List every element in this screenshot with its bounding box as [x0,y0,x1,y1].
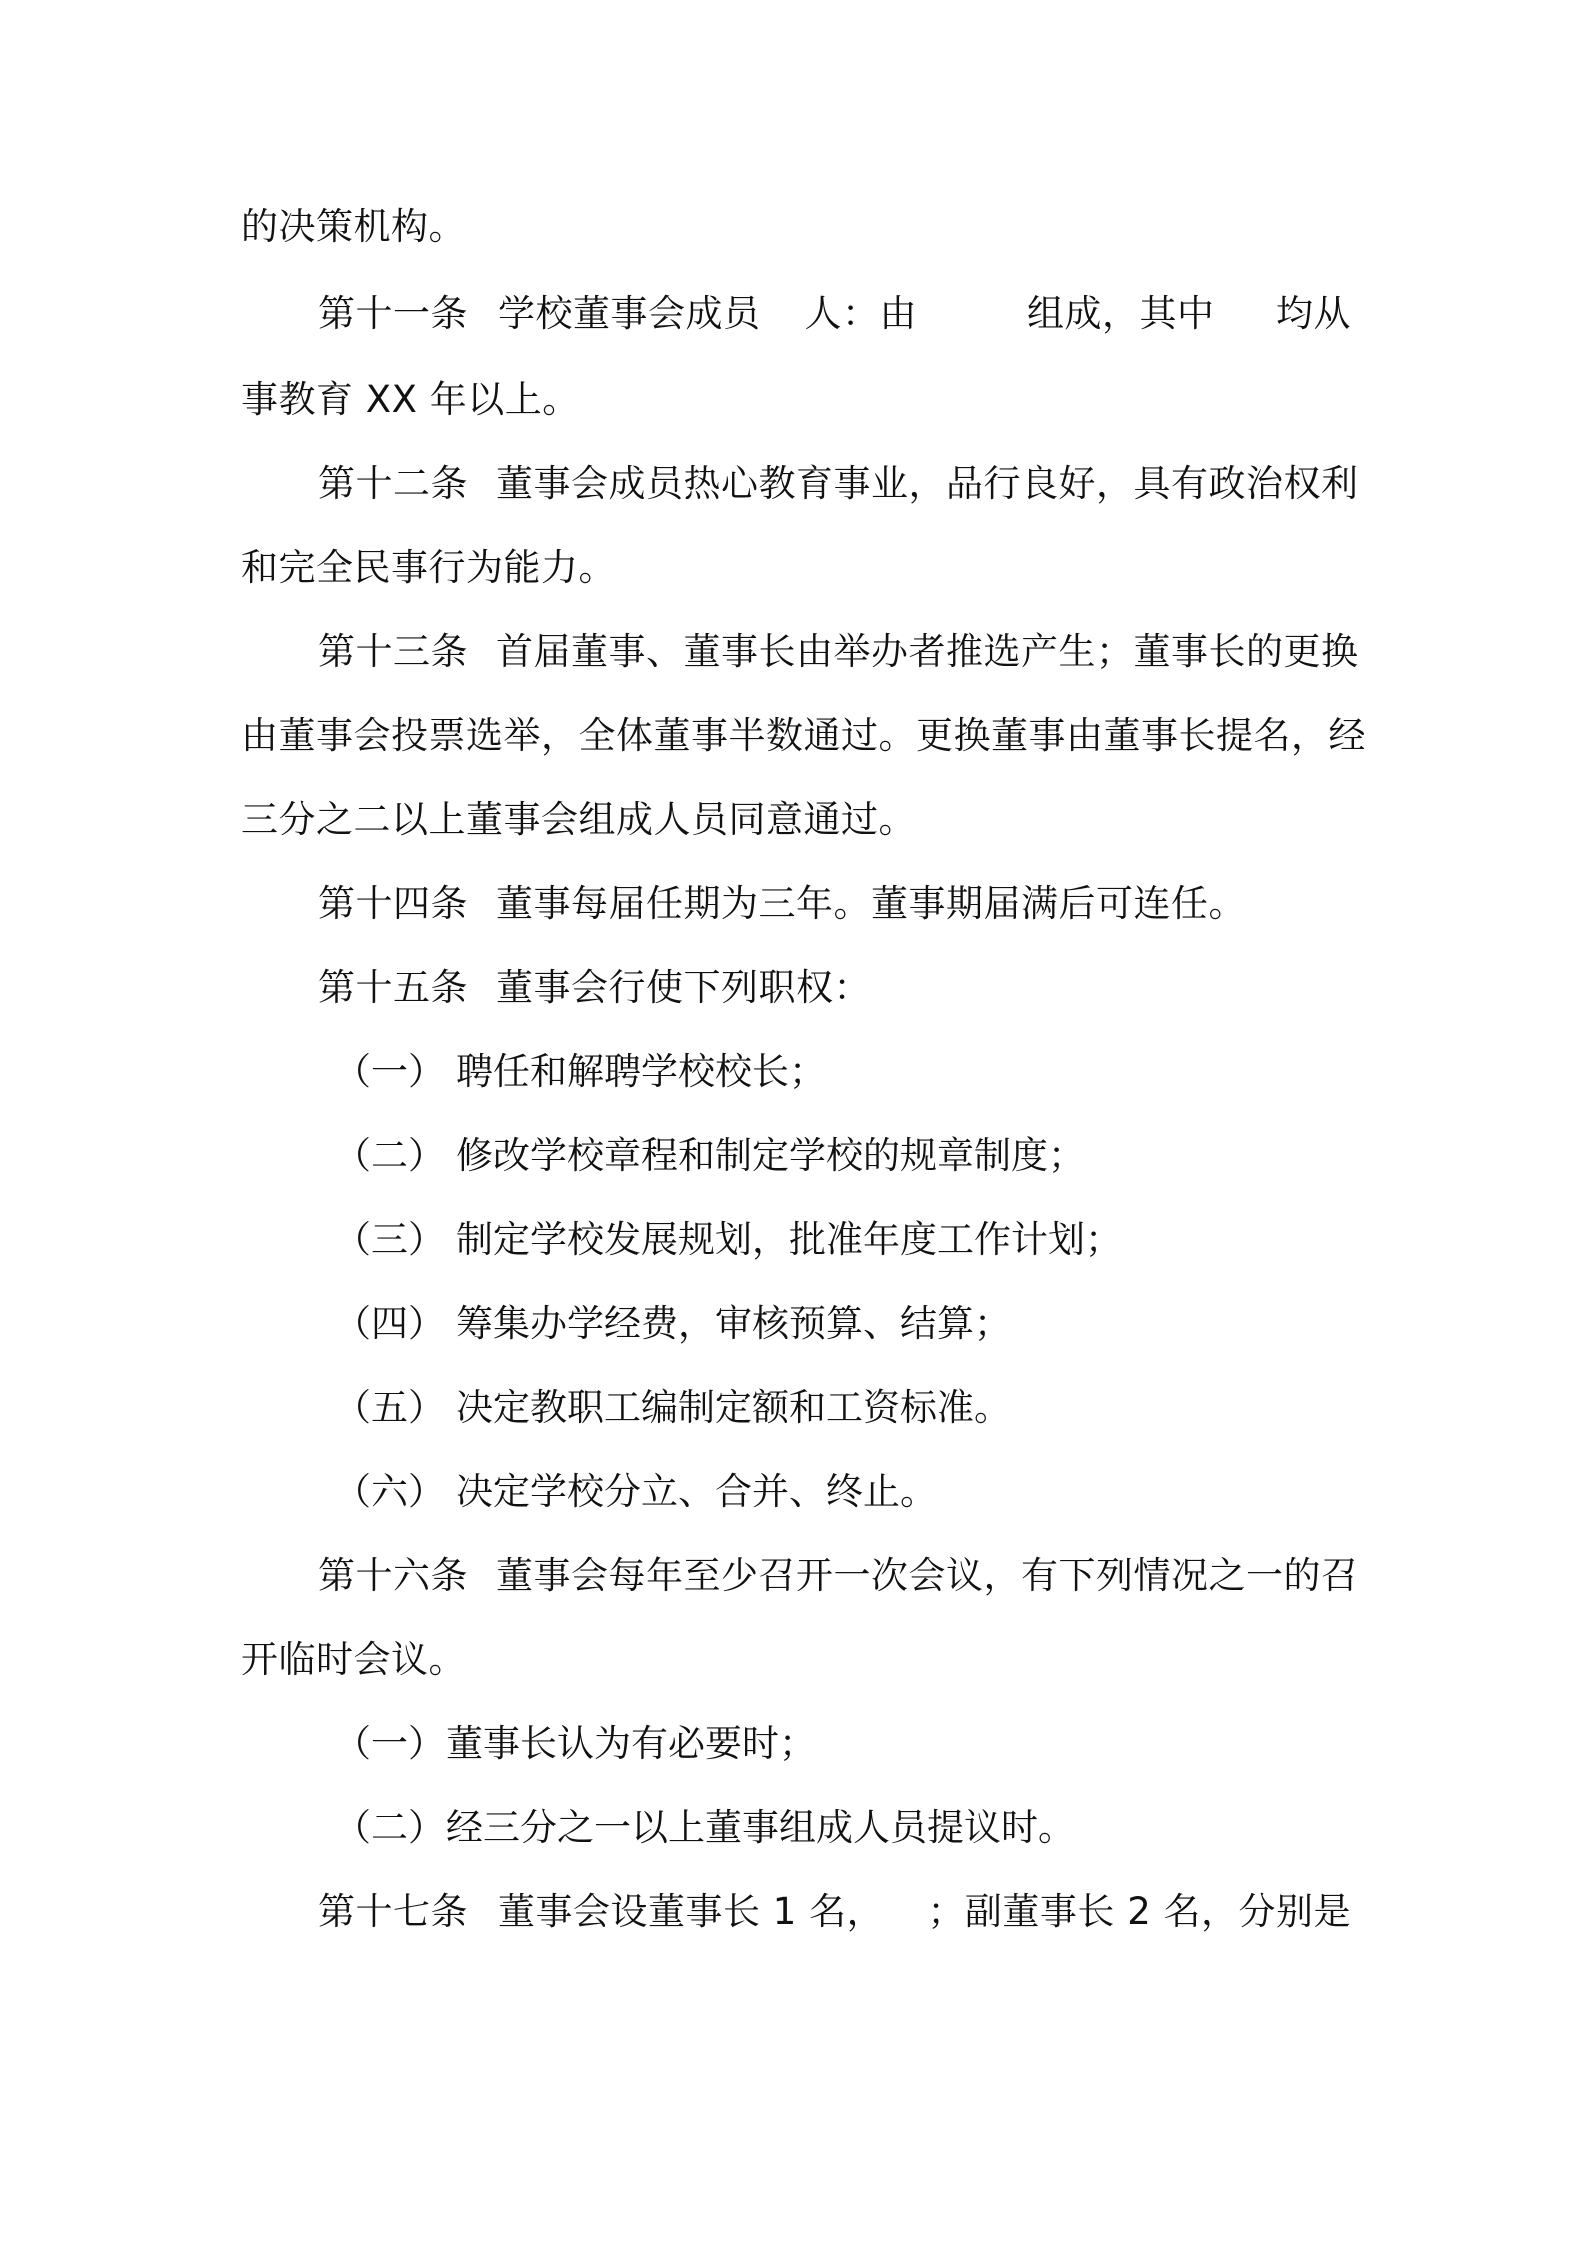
article-11-part-4: 均从 [1276,292,1351,335]
list-item-text: 聘任和解聘学校校长； [456,1050,826,1093]
list-item-number: （二） [334,1806,445,1849]
article-14-line [318,880,1246,928]
text-line: 事教育 XX 年以上。 [241,378,580,421]
list-item-text: 决定学校分立、合并、终止。 [456,1470,937,1513]
list-item-number: （一） [334,1722,445,1765]
list-item-number: （四） [334,1302,445,1345]
article-11-part-1: 学校董事会成员 [498,292,761,335]
article-17-part-1: 董事会设董事长 1 名， [498,1890,885,1933]
article-17-number: 第十七条 [318,1890,468,1933]
article-15-number: 第十五条 [318,966,468,1009]
text-line: 由董事会投票选举，全体董事半数通过。更换董事由董事长提名，经 [241,714,1366,757]
article-15-line [318,964,871,1012]
list-item-text: 董事长认为有必要时； [446,1722,816,1765]
list-item-number: （五） [334,1386,445,1429]
text-line: 三分之二以上董事会组成人员同意通过。 [241,798,916,841]
list-item-number: （一） [334,1050,445,1093]
text-line: 和完全民事行为能力。 [241,546,616,589]
text-line: 开临时会议。 [241,1638,466,1681]
list-item-text: 修改学校章程和制定学校的规章制度； [456,1134,1085,1177]
article-17-line [318,1888,1351,1936]
list-item-text: 决定教职工编制定额和工资标准。 [456,1386,1011,1429]
list-item-text: 筹集办学经费，审核预算、结算； [456,1302,1011,1345]
list-item-text: 经三分之一以上董事组成人员提议时。 [446,1806,1075,1849]
list-item-number: （三） [334,1218,445,1261]
article-11-number: 第十一条 [318,292,468,335]
list-item-number: （六） [334,1470,445,1513]
article-15-text: 董事会行使下列职权： [496,966,871,1009]
article-13-line [318,628,1359,676]
article-14-number: 第十四条 [318,882,468,925]
list-item-number: （二） [334,1134,445,1177]
text-line: 的决策机构。 [241,205,466,248]
article-12-line [318,460,1359,508]
article-11-part-2: 人：由 [804,292,917,335]
article-16-text: 董事会每年至少召开一次会议，有下列情况之一的召 [496,1554,1359,1597]
article-16-number: 第十六条 [318,1554,468,1597]
article-12-number: 第十二条 [318,462,468,505]
article-11-line [318,290,1351,338]
article-16-line [318,1552,1359,1600]
article-12-text: 董事会成员热心教育事业，品行良好，具有政治权利 [496,462,1359,505]
article-13-number: 第十三条 [318,630,468,673]
article-11-part-3: 组成，其中 [1027,292,1215,335]
article-13-text: 首届董事、董事长由举办者推选产生；董事长的更换 [496,630,1359,673]
list-item-text: 制定学校发展规划，批准年度工作计划； [456,1218,1122,1261]
article-14-text: 董事每届任期为三年。董事期届满后可连任。 [496,882,1246,925]
article-17-part-2: ；副董事长 2 名，分别是 [927,1890,1351,1933]
